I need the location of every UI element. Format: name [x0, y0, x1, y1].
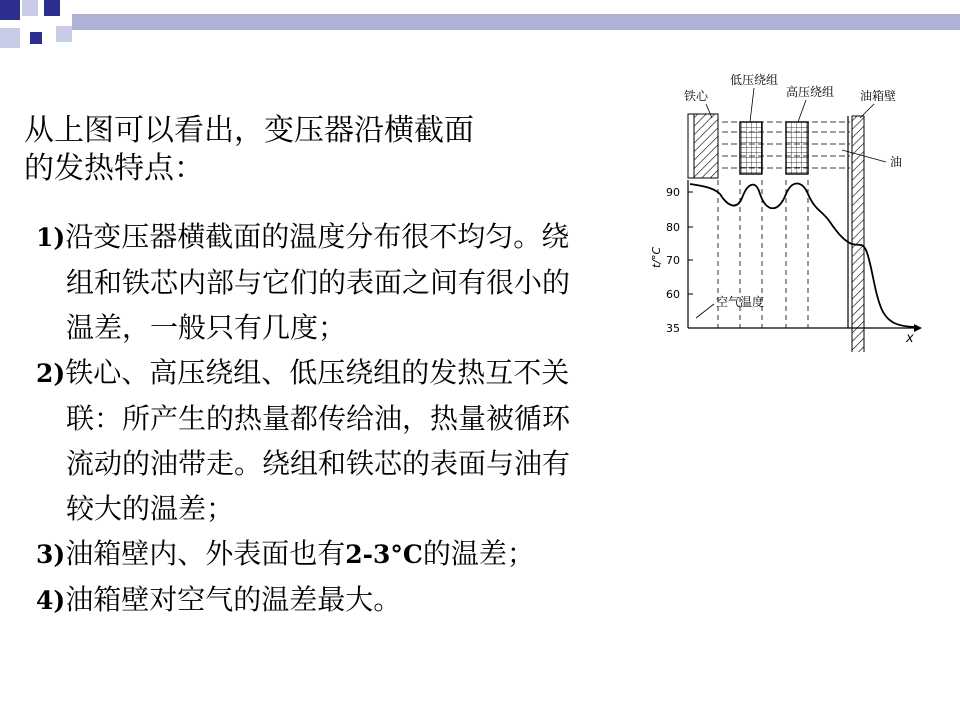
- x-axis-label: x: [906, 331, 914, 346]
- deco-square-dark-1: [0, 0, 20, 20]
- feature-item-3: [36, 531, 656, 577]
- feature-number: 2): [36, 359, 66, 388]
- core-block: [692, 114, 718, 178]
- deco-square-light-1: [22, 0, 38, 16]
- deco-bar: [72, 14, 960, 30]
- feature-line: 沿变压器横截面的温度分布很不均匀。绕: [65, 220, 570, 253]
- deco-square-dark-3: [30, 32, 42, 44]
- leader-low: [750, 88, 754, 122]
- intro-text: [24, 112, 544, 188]
- label-core: 铁心: [684, 89, 709, 103]
- feature-line: 温差，一般只有几度；: [66, 311, 347, 344]
- y-tick-label: 80: [666, 221, 680, 234]
- feature-item-1: [36, 214, 656, 350]
- feature-number: 4): [36, 586, 66, 615]
- feature-line: 铁心、高压绕组、低压绕组的发热互不关: [65, 356, 570, 389]
- feature-line: 流动的油带走。绕组和铁芯的表面与油有: [66, 447, 571, 480]
- y-tick-label: 70: [666, 254, 680, 267]
- slide-decoration: [0, 0, 960, 60]
- feature-line: 组和铁芯内部与它们的表面之间有很小的: [66, 266, 571, 299]
- high-winding-block: [786, 122, 808, 174]
- intro-line-1: 从上图可以看出，变压器沿横截面: [24, 113, 474, 148]
- feature-line: 联：所产生的热量都传给油，热量被循环: [66, 402, 571, 435]
- feature-number: 3): [36, 540, 66, 569]
- feature-number: 1): [36, 223, 66, 252]
- label-tank-wall: 油箱壁: [860, 89, 897, 103]
- y-axis-label: t/°C: [650, 246, 663, 268]
- feature-prefix: 油箱壁内、外表面也有: [65, 537, 346, 570]
- feature-list: [36, 214, 656, 623]
- y-tick-label: 60: [666, 288, 680, 301]
- label-low-winding: 低压绕组: [730, 73, 779, 87]
- feature-line: 较大的温差；: [66, 492, 235, 525]
- deco-square-dark-2: [44, 0, 60, 16]
- y-tick-label: 90: [666, 186, 680, 199]
- feature-line: 油箱壁对空气的温差最大。: [65, 583, 402, 616]
- tank-wall-block: [852, 116, 864, 352]
- x-axis-arrow: [914, 324, 922, 332]
- temperature-value: 2-3°C: [345, 540, 423, 569]
- low-winding-block: [740, 122, 762, 174]
- y-ticks: [688, 192, 693, 294]
- label-air-temperature: 空气温度: [716, 295, 765, 309]
- feature-item-4: [36, 577, 656, 623]
- label-oil: 油: [890, 155, 903, 169]
- feature-item-2: [36, 350, 656, 531]
- leader-air: [696, 304, 714, 318]
- core-face: [688, 114, 694, 178]
- leader-high: [798, 100, 806, 122]
- feature-suffix: 的温差；: [422, 537, 535, 570]
- intro-line-2: 的发热特点：: [24, 151, 204, 186]
- deco-square-light-2: [0, 28, 20, 48]
- transformer-temperature-diagram: [646, 72, 946, 352]
- deco-square-light-3: [56, 26, 72, 42]
- y-tick-label: 35: [666, 322, 680, 335]
- label-high-winding: 高压绕组: [786, 85, 835, 99]
